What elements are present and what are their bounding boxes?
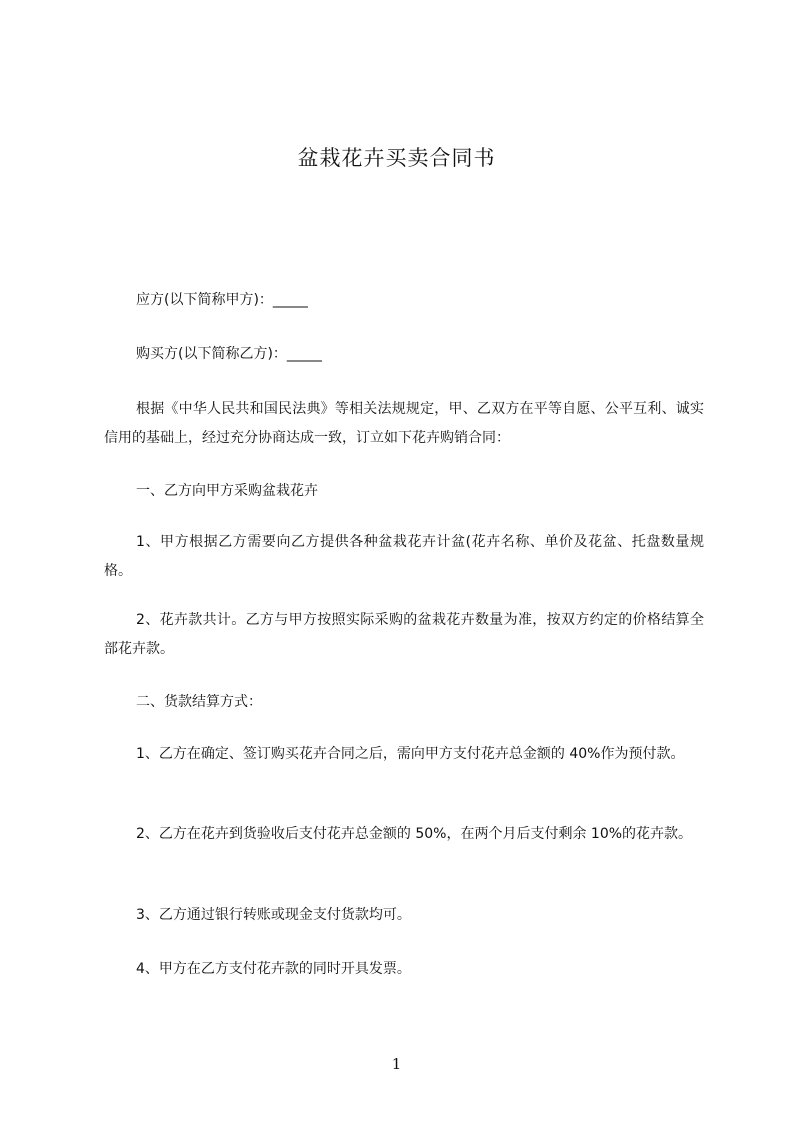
clause-2-2: 2、乙方在花卉到货验收后支付花卉总金额的 50%，在两个月后支付剩余 10%的花卉款。 xyxy=(136,826,693,842)
party-b-line: 购买方(以下简称乙方)：_____ xyxy=(136,346,322,362)
preamble-paragraph: 根据《中华人民共和国民法典》等相关法规规定，甲、乙双方在平等自愿、公平互利、诚实信用的基础上，经过充分协商达成一致，订立如下花卉购销合同： xyxy=(104,401,704,446)
clause-2-3: 3、乙方通过银行转账或现金支付货款均可。 xyxy=(136,907,411,923)
page-number: 1 xyxy=(391,1055,402,1073)
section-heading-1: 一、乙方向甲方采购盆栽花卉 xyxy=(136,483,318,499)
clause-2-4: 4、甲方在乙方支付花卉款的同时开具发票。 xyxy=(136,961,411,977)
clause-2-1: 1、乙方在确定、签订购买花卉合同之后，需向甲方支付花卉总金额的 40%作为预付款。 xyxy=(136,746,685,762)
clause-1-1: 1、甲方根据乙方需要向乙方提供各种盆栽花卉计盆(花卉名称、单价及花盆、托盘数量规格。 xyxy=(104,534,704,579)
clause-1-2: 2、花卉款共计。乙方与甲方按照实际采购的盆栽花卉数量为准，按双方约定的价格结算全部花卉款。 xyxy=(104,612,704,657)
section-heading-2: 二、货款结算方式： xyxy=(136,694,262,710)
document-title: 盆栽花卉买卖合同书 xyxy=(297,146,496,170)
party-a-line: 应方(以下简称甲方)：_____ xyxy=(136,292,308,308)
